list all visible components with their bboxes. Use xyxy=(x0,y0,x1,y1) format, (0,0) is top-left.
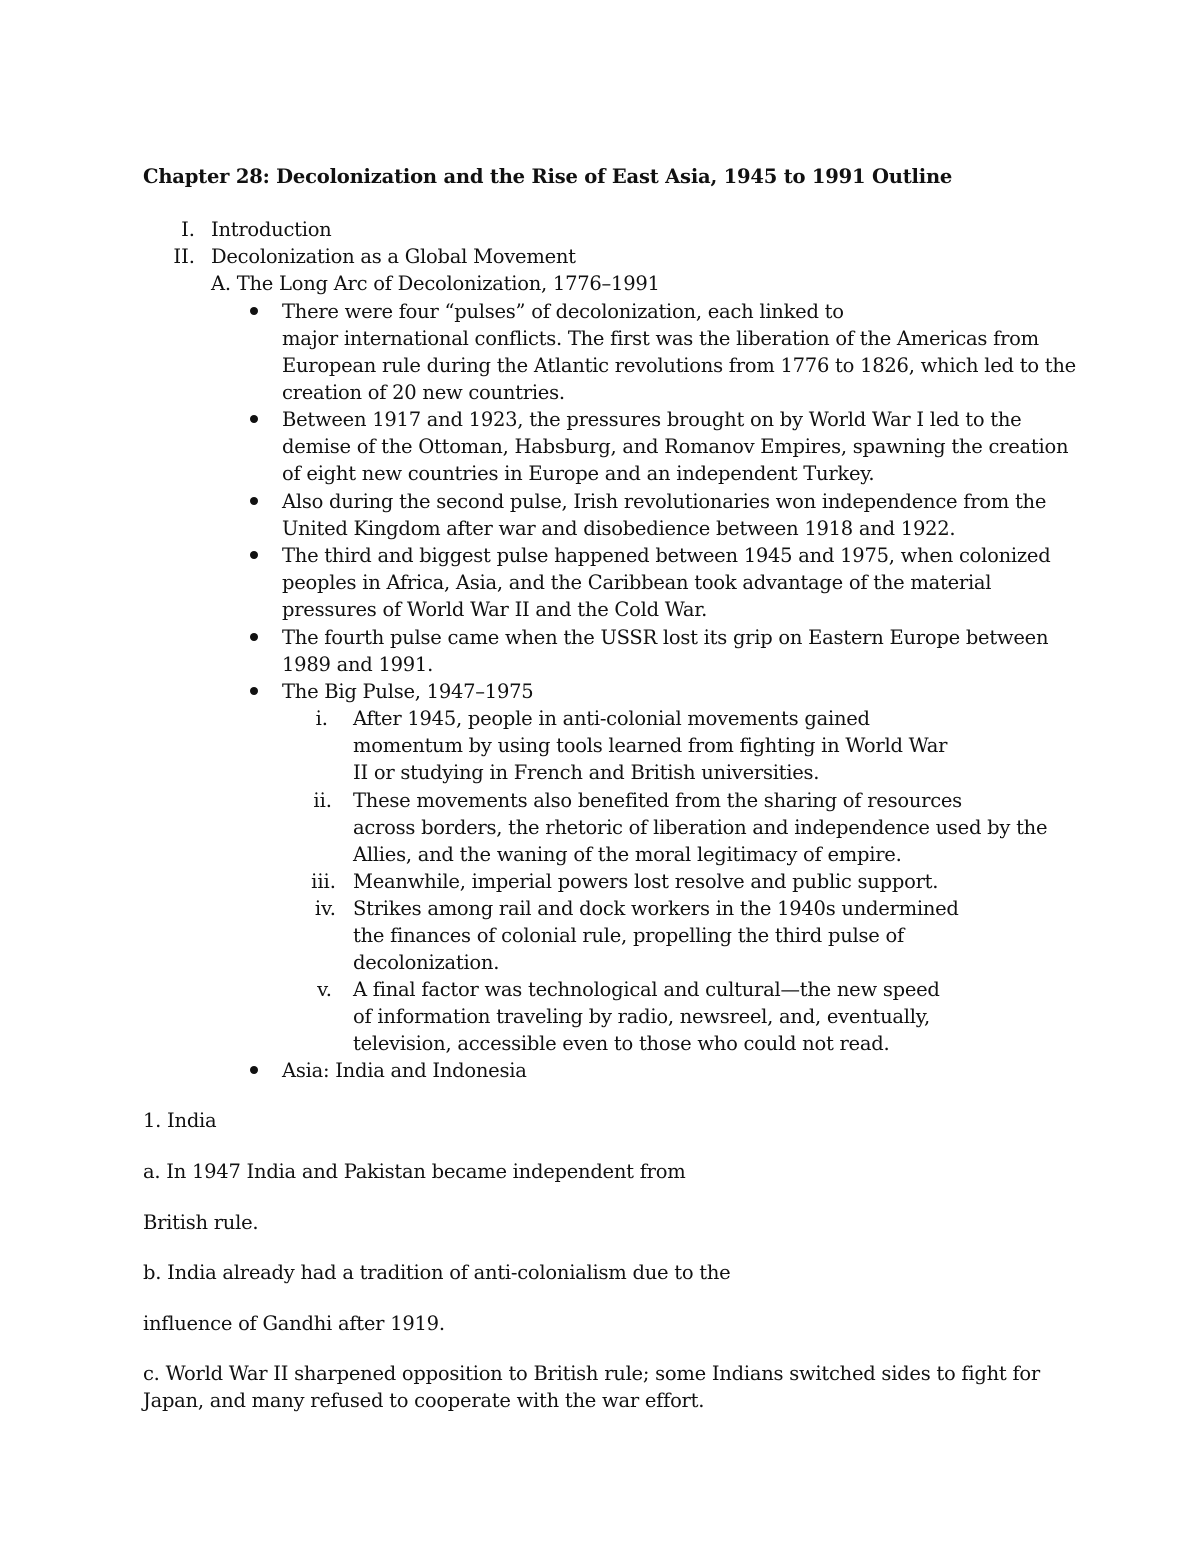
bullet-6-line-1: The Big Pulse, 1947–1975 xyxy=(282,680,534,703)
bullet-dot-icon xyxy=(250,415,258,423)
paragraph-c-line-2: Japan, and many refused to cooperate with the war effort. xyxy=(143,1389,705,1412)
bullet-1-line-2: major international conflicts. The first was the liberation of the Americas from xyxy=(282,327,1039,350)
bullet-4-line-1: The third and biggest pulse happened between 1945 and 1975, when colonized xyxy=(282,544,1051,567)
sub-v-line-2: of information traveling by radio, newsreel, and, eventually, xyxy=(353,1005,930,1028)
sub-marker-iii: iii. xyxy=(311,870,336,893)
bullet-5-line-2: 1989 and 1991. xyxy=(282,653,434,676)
roman-item-introduction: Introduction xyxy=(211,218,332,241)
bullet-dot-icon xyxy=(250,633,258,641)
sub-iii-line-1: Meanwhile, imperial powers lost resolve and public support. xyxy=(353,870,939,893)
sub-marker-ii: ii. xyxy=(313,789,332,812)
sub-i-line-1: After 1945, people in anti-colonial movements gained xyxy=(353,707,870,730)
bullet-dot-icon xyxy=(250,687,258,695)
sub-iv-line-3: decolonization. xyxy=(353,951,500,974)
bullet-2-line-1: Between 1917 and 1923, the pressures brought on by World War I led to the xyxy=(282,408,1022,431)
paragraph-c-line-1: c. World War II sharpened opposition to British rule; some Indians switched sides to fight for xyxy=(143,1362,1040,1385)
sub-i-line-3: II or studying in French and British universities. xyxy=(353,761,820,784)
sub-iv-line-2: the finances of colonial rule, propelling the third pulse of xyxy=(353,924,904,947)
bullet-2-line-3: of eight new countries in Europe and an independent Turkey. xyxy=(282,462,875,485)
paragraph-a-line-2: British rule. xyxy=(143,1211,259,1234)
sub-i-line-2: momentum by using tools learned from fighting in World War xyxy=(353,734,948,757)
bullet-1-line-3: European rule during the Atlantic revolutions from 1776 to 1826, which led to the xyxy=(282,354,1076,377)
bullet-dot-icon xyxy=(250,551,258,559)
bullet-3-line-1: Also during the second pulse, Irish revolutionaries won independence from the xyxy=(282,490,1047,513)
sub-marker-v: v. xyxy=(317,978,332,1001)
bullet-1-line-1: There were four “pulses” of decolonization, each linked to xyxy=(282,300,844,323)
paragraph-a-line-1: a. In 1947 India and Pakistan became independent from xyxy=(143,1160,686,1183)
roman-marker-2: II. xyxy=(173,245,195,268)
roman-item-decolonization: Decolonization as a Global Movement xyxy=(211,245,576,268)
bullet-dot-icon xyxy=(250,307,258,315)
bullet-1-line-4: creation of 20 new countries. xyxy=(282,381,565,404)
bullet-dot-icon xyxy=(250,1066,258,1074)
paragraph-india-heading: 1. India xyxy=(143,1109,217,1132)
roman-marker-1: I. xyxy=(181,218,195,241)
bullet-4-line-2: peoples in Africa, Asia, and the Caribbean took advantage of the material xyxy=(282,571,992,594)
sub-v-line-1: A final factor was technological and cultural—the new speed xyxy=(353,978,940,1001)
bullet-2-line-2: demise of the Ottoman, Habsburg, and Romanov Empires, spawning the creation xyxy=(282,435,1069,458)
bullet-3-line-2: United Kingdom after war and disobedience between 1918 and 1922. xyxy=(282,517,956,540)
section-a-heading: A. The Long Arc of Decolonization, 1776–1991 xyxy=(211,272,660,295)
sub-marker-i: i. xyxy=(315,707,328,730)
document-title: Chapter 28: Decolonization and the Rise of East Asia, 1945 to 1991 Outline xyxy=(143,165,953,188)
sub-ii-line-1: These movements also benefited from the sharing of resources xyxy=(353,789,962,812)
sub-marker-iv: iv. xyxy=(314,897,336,920)
sub-ii-line-2: across borders, the rhetoric of liberation and independence used by the xyxy=(353,816,1048,839)
paragraph-b-line-2: influence of Gandhi after 1919. xyxy=(143,1312,445,1335)
paragraph-b-line-1: b. India already had a tradition of anti-colonialism due to the xyxy=(143,1261,731,1284)
bullet-5-line-1: The fourth pulse came when the USSR lost its grip on Eastern Europe between xyxy=(282,626,1049,649)
bullet-4-line-3: pressures of World War II and the Cold War. xyxy=(282,598,708,621)
sub-ii-line-3: Allies, and the waning of the moral legitimacy of empire. xyxy=(353,843,902,866)
sub-iv-line-1: Strikes among rail and dock workers in the 1940s undermined xyxy=(353,897,959,920)
bullet-dot-icon xyxy=(250,497,258,505)
sub-v-line-3: television, accessible even to those who could not read. xyxy=(353,1032,890,1055)
bullet-asia: Asia: India and Indonesia xyxy=(282,1059,527,1082)
